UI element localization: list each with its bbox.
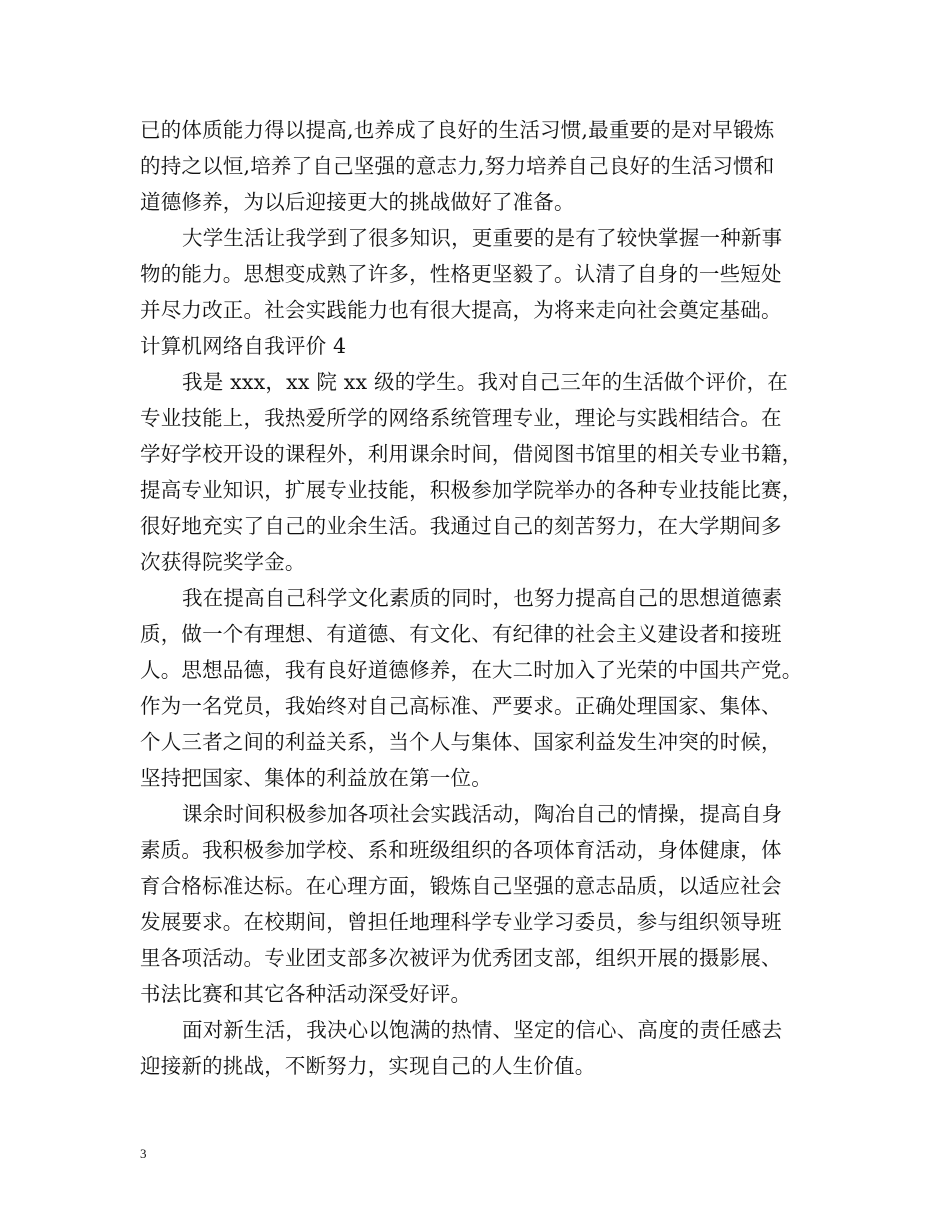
text-line: 里各项活动。专业团支部多次被评为优秀团支部，组织开展的摄影展、: [140, 946, 782, 970]
text-line: 人。思想品德，我有良好道德修养，在大二时加入了光荣的中国共产党。: [140, 658, 803, 682]
text-line: 道德修养，为以后迎接更大的挑战做好了准备。: [140, 190, 575, 214]
text-line: 物的能力。思想变成熟了许多，性格更坚毅了。认清了自身的一些短处: [140, 262, 782, 286]
text-line: 育合格标准达标。在心理方面，锻炼自己坚强的意志品质，以适应社会: [140, 874, 782, 898]
text-line: 已的体质能力得以提高,也养成了良好的生活习惯,最重要的是对早锻炼: [140, 118, 775, 142]
text-line: 素质。我积极参加学校、系和班级组织的各项体育活动，身体健康，体: [140, 838, 782, 862]
text-line: 很好地充实了自己的业余生活。我通过自己的刻苦努力，在大学期间多: [140, 514, 782, 538]
text-line: 并尽力改正。社会实践能力也有很大提高，为将来走向社会奠定基础。: [140, 298, 782, 322]
text-line: 作为一名党员，我始终对自己高标准、严要求。正确处理国家、集体、: [140, 694, 782, 718]
paragraph-first-line: 我是 xxx，xx 院 xx 级的学生。我对自己三年的生活做个评价，在: [182, 370, 788, 394]
text-line: 专业技能上，我热爱所学的网络系统管理专业，理论与实践相结合。在: [140, 406, 782, 430]
text-line: 次获得院奖学金。: [140, 550, 306, 574]
text-line: 发展要求。在校期间，曾担任地理科学专业学习委员，参与组织领导班: [140, 910, 782, 934]
text-line: 坚持把国家、集体的利益放在第一位。: [140, 766, 492, 790]
text-line: 提高专业知识，扩展专业技能，积极参加学院举办的各种专业技能比赛，: [140, 478, 803, 502]
text-line: 质，做一个有理想、有道德、有文化、有纪律的社会主义建设者和接班: [140, 622, 782, 646]
paragraph-first-line: 大学生活让我学到了很多知识，更重要的是有了较快掌握一种新事: [182, 226, 783, 250]
paragraph-first-line: 面对新生活，我决心以饱满的热情、坚定的信心、高度的责任感去: [182, 1018, 783, 1042]
text-line: 迎接新的挑战，不断努力，实现自己的人生价值。: [140, 1054, 596, 1078]
text-line: 书法比赛和其它各种活动深受好评。: [140, 982, 472, 1006]
page-number: 3: [140, 1146, 147, 1161]
text-line: 个人三者之间的利益关系，当个人与集体、国家利益发生冲突的时候，: [140, 730, 782, 754]
paragraph-first-line: 我在提高自己科学文化素质的同时，也努力提高自己的思想道德素: [182, 586, 783, 610]
text-line: 的持之以恒,培养了自己坚强的意志力,努力培养自己良好的生活习惯和: [140, 154, 775, 178]
paragraph-first-line: 课余时间积极参加各项社会实践活动，陶冶自己的情操，提高自身: [182, 802, 783, 826]
text-line: 学好学校开设的课程外，利用课余时间，借阅图书馆里的相关专业书籍，: [140, 442, 803, 466]
section-heading: 计算机网络自我评价 4: [140, 334, 347, 358]
